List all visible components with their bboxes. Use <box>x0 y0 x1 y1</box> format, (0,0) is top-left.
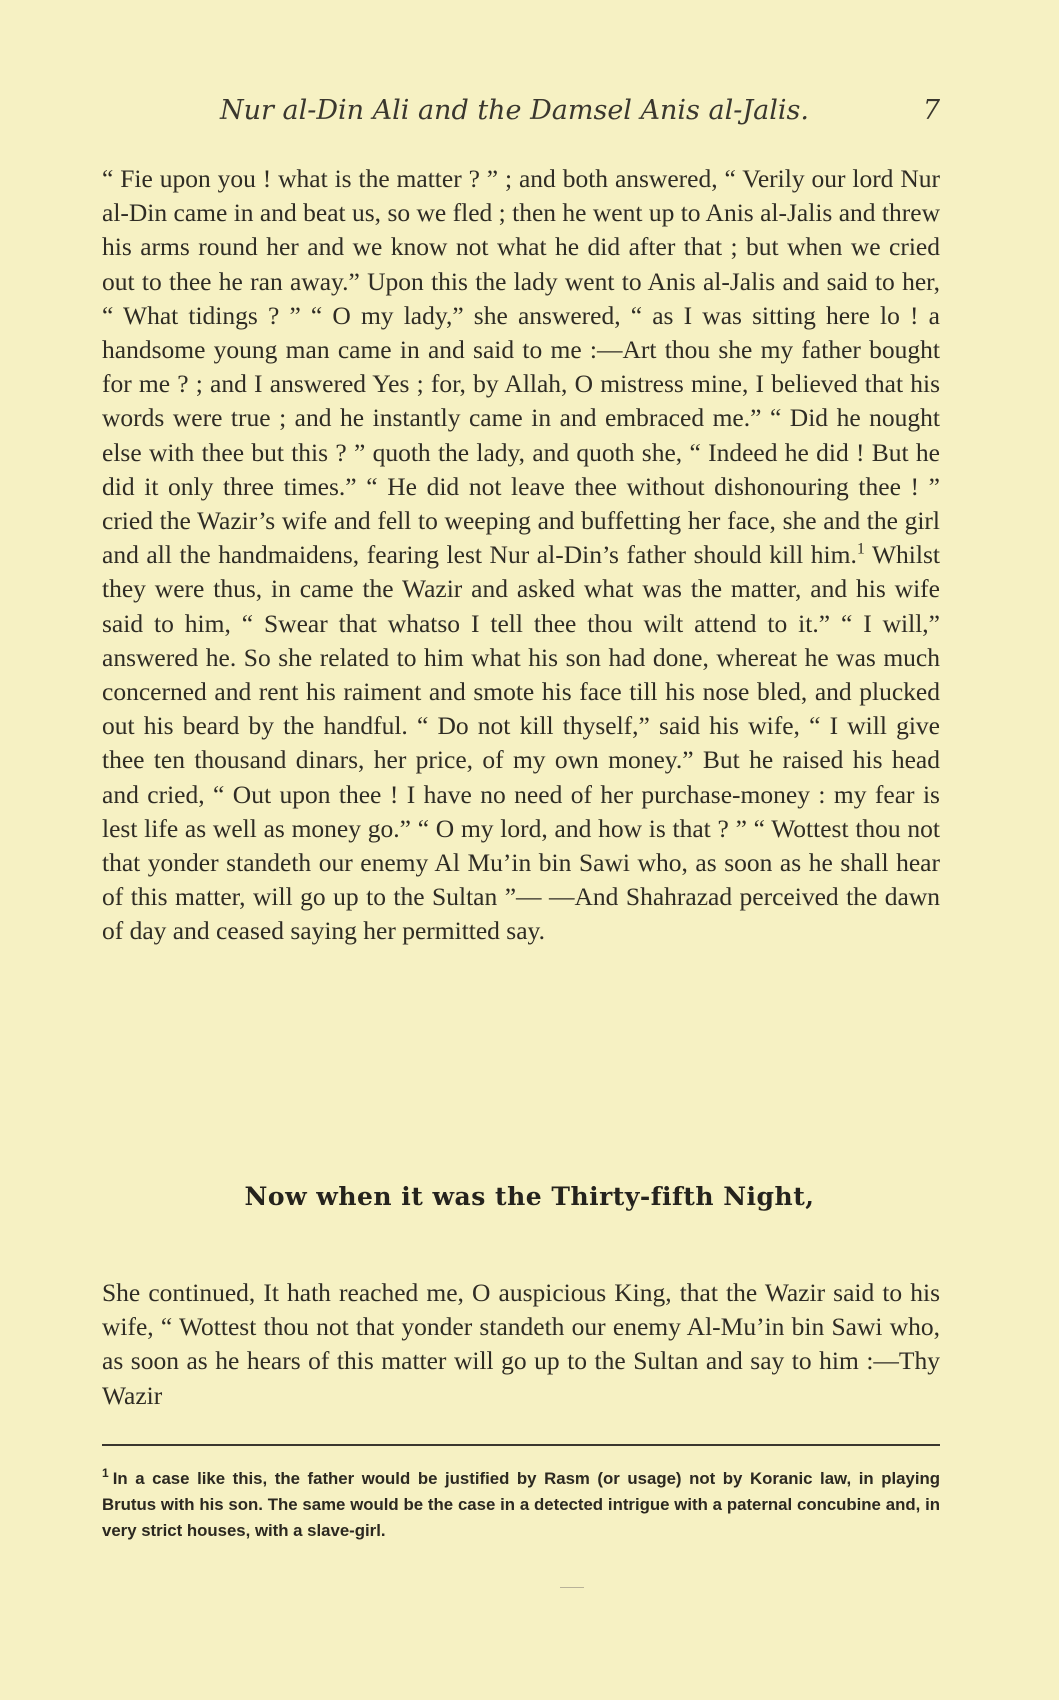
page-number: 7 <box>922 95 940 126</box>
main-paragraph <box>102 162 940 949</box>
continuation-text-block <box>102 1276 940 1413</box>
footnote-reference: 1 <box>856 540 865 558</box>
running-head <box>102 95 940 135</box>
main-paragraph-part-1: “ Fie upon you ! what is the matter ? ” ; and both answered, “ Verily our lord Nur al-Din came in and beat us, so we fled ; then he went up to Anis al-Jalis and threw his arms round her and we know not what he did after that ; but when we cried out to thee he ran away.” Upon this the lady went to Anis al-Jalis and said to her, “ What tidings ? ” “ O my lady,” she answered, “ as I was sitting here lo ! a handsome young man came in and said to me :—Art thou she my father bought for me ? ; and I answered Yes ; for, by Allah, O mistress mine, I believed that his words were true ; and he instantly came in and embraced me.” “ Did he nought else with thee but this ? ” quoth the lady, and quoth she, “ Indeed he did ! But he did it only three times.” “ He did not leave thee without dishonouring thee ! ” cried the Wazir’s wife and fell to weeping and buffetting her face, she and the girl and all the handmaidens, fearing lest Nur al-Din’s father should kill him. <box>102 164 940 570</box>
footnote-paragraph <box>102 1466 940 1544</box>
footnote-marker: 1 <box>102 1466 109 1481</box>
footnote <box>102 1466 940 1544</box>
footnote-divider <box>102 1444 940 1446</box>
night-heading: Now when it was the Thirty-fifth Night, <box>244 1182 815 1211</box>
main-paragraph-part-2: Whilst they were thus, in came the Wazir and asked what was the matter, and his wife said to him, “ Swear that whatso I tell thee thou wilt attend to it.” “ I will,” answered he. So she related to him what his son had done, whereat he was much concerned and rent his raiment and smote his face till his nose bled, and plucked out his beard by the handful. “ Do not kill thyself,” said his wife, “ I will give thee ten thousand dinars, her price, of my own money.” But he raised his head and cried, “ Out upon thee ! I have no need of her purchase-money : my fear is lest life as well as money go.” “ O my lord, and how is that ? ” “ Wottest thou not that yonder standeth our enemy Al Mu’in bin Sawi who, as soon as he shall hear of this matter, will go up to the Sultan ”— —And Shahrazad perceived the dawn of day and ceased saying her permitted say. <box>102 540 940 946</box>
main-text-block <box>102 162 940 949</box>
footnote-text: In a case like this, the father would be justified by Rasm (or usage) not by Koranic law, in playing Brutus with his son. The same would be the case in a detected intrigue with a paternal concubine and, in very strict houses, with a slave-girl. <box>102 1469 940 1540</box>
continuation-paragraph: She continued, It hath reached me, O auspicious King, that the Wazir said to his wife, “ Wottest thou not that yonder standeth our enemy Al-Mu’in bin Sawi who, as soon as he hears of this matter will go up to the Sultan and say to him :—Thy Wazir <box>102 1278 940 1410</box>
page-scan-mark <box>560 1587 584 1588</box>
running-title: Nur al-Din Ali and the Damsel Anis al-Jalis. <box>220 95 809 126</box>
